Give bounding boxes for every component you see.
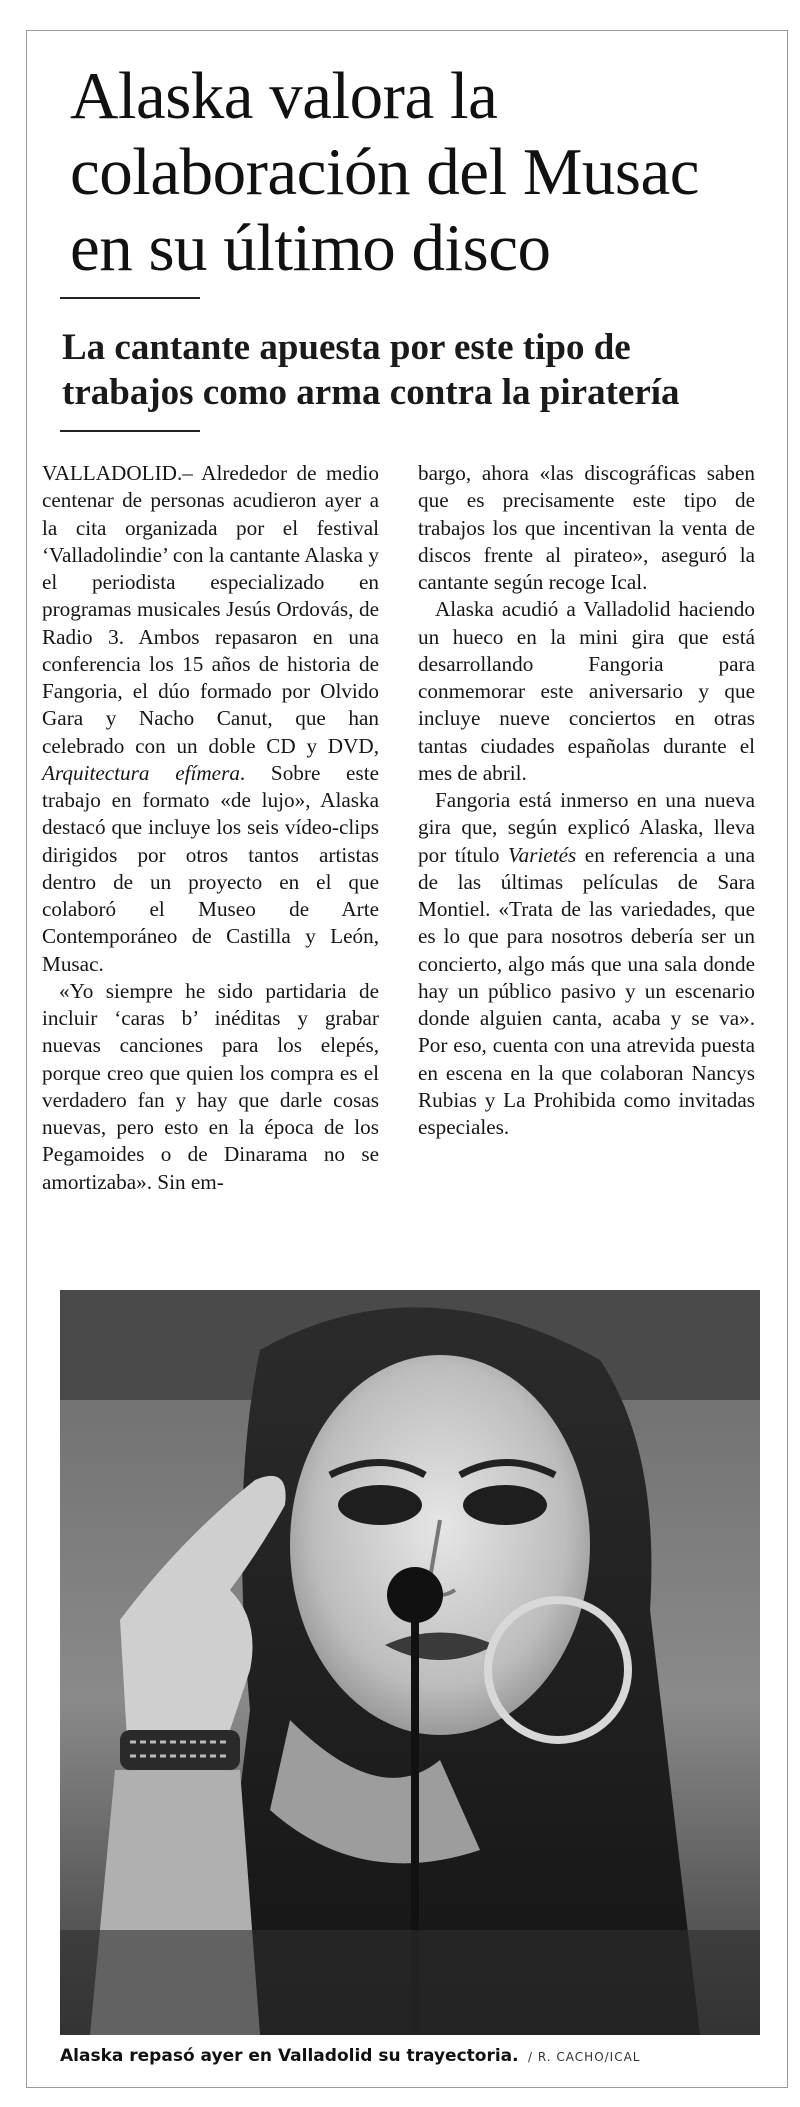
album-title: Arquitectura efímera xyxy=(42,760,240,785)
subheadline: La cantante apuesta por este tipo de trabajos como arma contra la piratería xyxy=(62,327,680,413)
caption-text: Alaska repasó ayer en Valladolid su trayectoria. xyxy=(60,2046,519,2066)
paragraph-2: «Yo siempre he sido partidaria de incluir ‘caras b’ inéditas y grabar nuevas canciones para los elepés, porque creo que quien los compra es el verdadero fan y hay que darle cosas nuevas, pero esto en la época de los Pegamoides o de Dinarama no se amortizaba». Sin em- xyxy=(42,978,379,1194)
photo-credit: / R. CACHO/ICAL xyxy=(528,2050,641,2064)
paragraph-2-continued: bargo, ahora «las discográficas saben que es precisamente este tipo de trabajos los que incentivan la venta de discos frente al pirateo», aseguró la cantante según recoge Ical. xyxy=(418,461,755,594)
photo-portrait-icon xyxy=(60,1290,760,2035)
article-column-1 xyxy=(42,460,379,1196)
subheadline-rule xyxy=(60,430,200,432)
photo-caption xyxy=(60,2044,760,2069)
headline-rule xyxy=(60,297,200,299)
article-photo xyxy=(60,1290,760,2035)
headline: Alaska valora la colaboración del Musac en su último disco xyxy=(70,59,699,285)
paragraph-3: Alaska acudió a Valladolid haciendo un hueco en la mini gira que está desarrollando Fangoria para conmemorar este aniversario y que incluye nueve conciertos en otras tantas ciudades españolas durante el mes de abril. xyxy=(418,597,755,785)
tour-title: Varietés xyxy=(508,842,577,867)
paragraph-4: Fangoria está inmerso en una nueva gira que, según explicó Alaska, lleva por título Varietés en referencia a una de las últimas películas de Sara Montiel. «Trata de las variedades, que es lo que para nosotros debería ser un concierto, algo más que una sala donde hay un público pasivo y un escenario donde alguien canta, acaba y se va». Por eso, cuenta con una atrevida puesta en escena en la que colaboran Nancys Rubias y La Prohibida como invitadas especiales. xyxy=(418,788,755,1139)
dateline: VALLADOLID.– xyxy=(42,461,193,485)
article-column-2 xyxy=(418,460,755,1141)
paragraph-1: VALLADOLID.– Alrededor de medio centenar de personas acudieron ayer a la cita organizada por el festival ‘Valladolindie’ con la cantante Alaska y el periodista especializado en programas musicales Jesús Ordovás, de Radio 3. Ambos repasaron en una conferencia los 15 años de historia de Fangoria, el dúo formado por Olvido Gara y Nacho Canut, que han celebrado con un doble CD y DVD, Arquitectura efímera. Sobre este trabajo en formato «de lujo», Alaska destacó que incluye los seis vídeo-clips dirigidos por otros tantos artistas dentro de un proyecto en el que colaboró el Museo de Arte Contemporáneo de Castilla y León, Musac. xyxy=(42,461,379,976)
